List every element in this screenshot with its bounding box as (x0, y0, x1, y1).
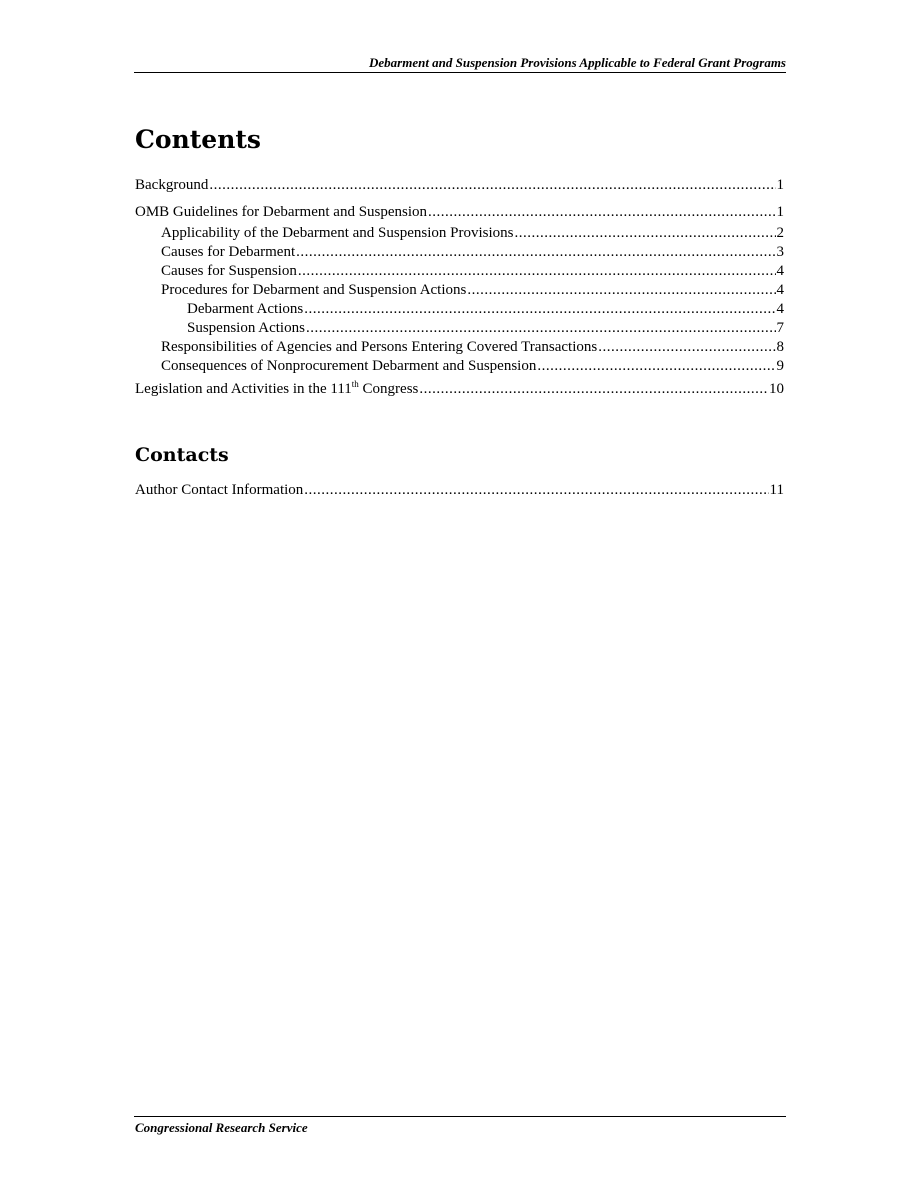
toc-entry-omb-guidelines[interactable] (135, 203, 784, 222)
toc-entry-title: Causes for Suspension (161, 263, 297, 279)
toc-page-number: 8 (776, 339, 784, 355)
dot-leader (514, 224, 775, 243)
toc-page-number: 11 (769, 482, 784, 498)
toc-entry-title: Consequences of Nonprocurement Debarment and Suspension (161, 358, 537, 374)
toc-page-number: 2 (776, 225, 784, 241)
toc-page-number: 10 (769, 381, 784, 397)
toc-entry-title: Applicability of the Debarment and Suspension Provisions (161, 225, 514, 241)
running-header-title: Debarment and Suspension Provisions Applicable to Federal Grant Programs (368, 55, 786, 70)
toc-entry-causes-for-debarment[interactable] (161, 243, 784, 262)
toc-entry-legislation[interactable] (135, 380, 784, 399)
header-divider (134, 72, 786, 73)
toc-page-number: 1 (776, 204, 784, 220)
toc-entry-procedures[interactable] (161, 281, 784, 300)
toc-entry-title (135, 380, 418, 399)
toc-entry-title: Debarment Actions (187, 301, 304, 317)
toc-entry-responsibilities[interactable] (161, 338, 784, 357)
toc-entry-suspension-actions[interactable] (187, 319, 784, 338)
ordinal-suffix: th (351, 380, 359, 389)
contents-heading: Contents (135, 125, 262, 154)
dot-leader (428, 203, 775, 222)
toc-entry-author-contact[interactable] (135, 481, 784, 500)
toc-entry-title: Author Contact Information (135, 482, 304, 498)
toc-entry-background[interactable] (135, 176, 784, 195)
footer-divider (134, 1116, 786, 1117)
toc-page-number: 4 (776, 263, 784, 279)
contacts-heading: Contacts (135, 444, 229, 466)
toc-page-number: 4 (776, 282, 784, 298)
toc-entry-title: Responsibilities of Agencies and Persons Entering Covered Transactions (161, 339, 598, 355)
dot-leader (467, 281, 775, 300)
dot-leader (598, 338, 775, 357)
dot-leader (298, 262, 776, 281)
toc-page-number: 7 (776, 320, 784, 336)
toc-title-part: Congress (358, 381, 419, 397)
toc-page-number: 3 (776, 244, 784, 260)
toc-entry-title: Causes for Debarment (161, 244, 296, 260)
toc-entry-causes-for-suspension[interactable] (161, 262, 784, 281)
toc-entry-consequences[interactable] (161, 357, 784, 376)
toc-entry-title: OMB Guidelines for Debarment and Suspension (135, 204, 428, 220)
dot-leader (296, 243, 775, 262)
dot-leader (304, 300, 775, 319)
toc-entry-debarment-actions[interactable] (187, 300, 784, 319)
dot-leader (209, 176, 775, 195)
dot-leader (306, 319, 776, 338)
running-footer-organization: Congressional Research Service (135, 1120, 308, 1135)
toc-title-part: Legislation and Activities in the 111 (135, 381, 352, 397)
toc-page-number: 4 (776, 301, 784, 317)
dot-leader (304, 481, 768, 500)
toc-page-number: 9 (776, 358, 784, 374)
toc-page-number: 1 (776, 177, 784, 193)
toc-entry-title: Procedures for Debarment and Suspension Actions (161, 282, 467, 298)
dot-leader (537, 357, 775, 376)
dot-leader (419, 380, 768, 399)
toc-entry-applicability[interactable] (161, 224, 784, 243)
toc-entry-title: Background (135, 177, 209, 193)
toc-entry-title: Suspension Actions (187, 320, 305, 336)
